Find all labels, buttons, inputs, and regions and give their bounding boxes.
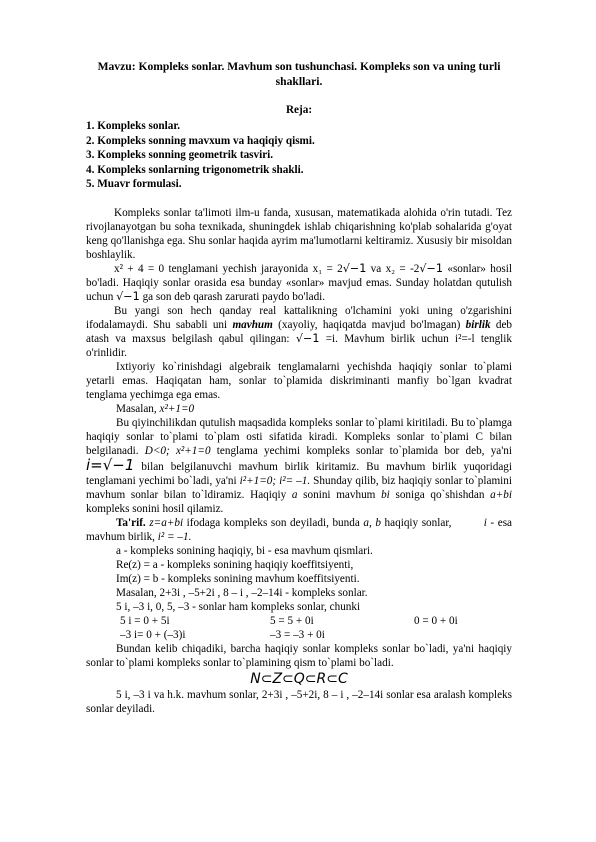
table-cell: 0 = 0 + 0i [414, 614, 458, 627]
definition-line: Im(z) = b - kompleks sonining mavhum koeffitsiyenti. [116, 572, 360, 585]
set-inclusion-chain: N⊂Z⊂Q⊂R⊂C [250, 670, 348, 687]
sqrt-minus-one: √−1 [295, 331, 320, 345]
mixed-numbers-paragraph: 5 i, –3 i va h.k. mavhum sonlar, 2+3i , –5+2i, 8 – i , –2–14i sonlar esa aralash kompleks sonlar deyiladi. [86, 688, 512, 715]
example-line: Masalan, x²+1=0 [116, 402, 195, 415]
plan-item: 1. Kompleks sonlar. [86, 120, 181, 132]
term-birlik: birlik [465, 318, 491, 331]
sqrt-minus-one: √−1 [342, 261, 367, 275]
table-cell: –3 i= 0 + (–3)i [120, 628, 186, 641]
equation-paragraph: x² + 4 = 0 tenglamani yechish jarayonida x₁ = 2√−1 va x₂ = -2√−1 «sonlar» hosil bo'ladi. Haqiqiy sonlar orasida esa bunday «sonlar» mavjud emas. Sunday holatdan qutulish uchun √−1 ga son deb qarash zarurati paydo bo'ladi. [86, 261, 512, 303]
definition-line: a - kompleks sonining haqiqiy, bi - esa mavhum qismlari. [116, 544, 373, 557]
definition-paragraph: Ta'rif. z=a+bi ifodaga kompleks son deyiladi, bunda a, b haqiqiy sonlar, i - esa mavhum birlik, i² = –1. [86, 516, 513, 543]
table-row [120, 614, 512, 628]
intro-paragraph: Kompleks sonlar ta'limoti ilm-u fanda, xususan, matematikada alohida o'rin tutadi. Tez rivojlanayotgan bu soha texnikada, shuningdek ishlab chiqarishning ko'plab sohalarida g'oyat keng qo'llanishga ega. Shu sonlar haqida ayrim ma'lumotlarni keltiramiz. Xususiy bir misoldan boshlaylik. [86, 206, 512, 261]
table-cell: –3 = –3 + 0i [270, 628, 325, 641]
sqrt-minus-one: √−1 [116, 289, 140, 303]
table-cell: 5 = 5 + 0i [270, 614, 314, 627]
examples-table [86, 614, 512, 642]
sqrt-minus-one: √−1 [419, 261, 444, 275]
plan-item: 2. Kompleks sonning mavxum va haqiqiy qismi. [86, 134, 315, 147]
example-equation: x²+1=0 [159, 402, 195, 415]
example-complex-numbers: Masalan, 2+3i , –5+2i , 8 – i , –2–14i - kompleks sonlar. [116, 586, 368, 599]
plan-item: 3. Kompleks sonning geometrik tasviri. [86, 149, 274, 162]
table-row [120, 628, 512, 642]
term-mavhum: mavhum [232, 318, 273, 331]
definition-line: Re(z) = a - kompleks sonining haqiqiy koeffitsiyenti, [116, 558, 354, 571]
definition-label: Ta'rif. [116, 516, 146, 529]
plan-item: 4. Kompleks sonlarning trigonometrik shakli. [86, 163, 304, 176]
imaginary-unit-formula: i=√−1 [86, 455, 135, 474]
plan-heading: Reja: [285, 104, 313, 116]
pure-imaginary-line: 5 i, –3 i, 0, 5, –3 - sonlar ham kompleks sonlar, chunki [116, 600, 361, 613]
plan-list [86, 119, 512, 192]
plan-item: 5. Muavr formulasi. [86, 178, 182, 191]
insufficiency-paragraph: Ixtiyoriy ko`rinishdagi algebraik tenglamalarni yechishda haqiqiy sonlar to`plami yetarli emas. Haqiqatan ham, sonlar to`plamida diskriminanti manfiy bo`lgan kvadrat tenglama yechimga ega emas. [86, 360, 512, 401]
document-page [86, 56, 512, 716]
imaginary-unit-paragraph: Bu yangi son hech qanday real kattalikning o'lchamini yoki uning o'zgarishini ifodalamaydi. Shu sababli uni mavhum (xayoliy, haqiqatda mavjud bo'lmagan) birlik deb atash va maxsus belgilash qabul qilingan: √−1 =i. Mavhum birlik uchun i²=-l tenglik o'rinlidir. [86, 304, 513, 359]
complex-set-paragraph: Bu qiyinchilikdan qutulish maqsadida kompleks sonlar to`plami kiritiladi. Bu to`plamga haqiqiy sonlar to`plami to`plam osti sifatida kiradi. Kompleks sonlar to`plami C bilan belgilanadi. D<0; x²+1=0 tenglama yechimi kompleks sonlar to`plamida bor deb, ya'ni i=√−1 bilan belgilanuvchi mavhum birlik kiritamiz. Bu mavhum birlik yuqoridagi tenglamani yechimi bo`ladi, ya'ni i²+1=0; i²= –1. Shunday qilib, biz haqiqiy sonlar to`plamini mavhum sonlar bilan to`ldiramiz. Haqiqiy a sonini mavhum bi soniga qo`shishdan a+bi kompleks sonini hosil qilamiz. [86, 416, 513, 515]
document-title: Mavzu: Kompleks sonlar. Mavhum son tushunchasi. Kompleks son va uning turli shakllari. [97, 60, 501, 88]
table-cell: 5 i = 0 + 5i [120, 614, 170, 627]
conclusion-paragraph: Bundan kelib chiqadiki, barcha haqiqiy sonlar kompleks sonlar bo`ladi, ya'ni haqiqiy sonlar to`plami kompleks sonlar to`plamining qism to`plami bo`ladi. [86, 642, 512, 669]
